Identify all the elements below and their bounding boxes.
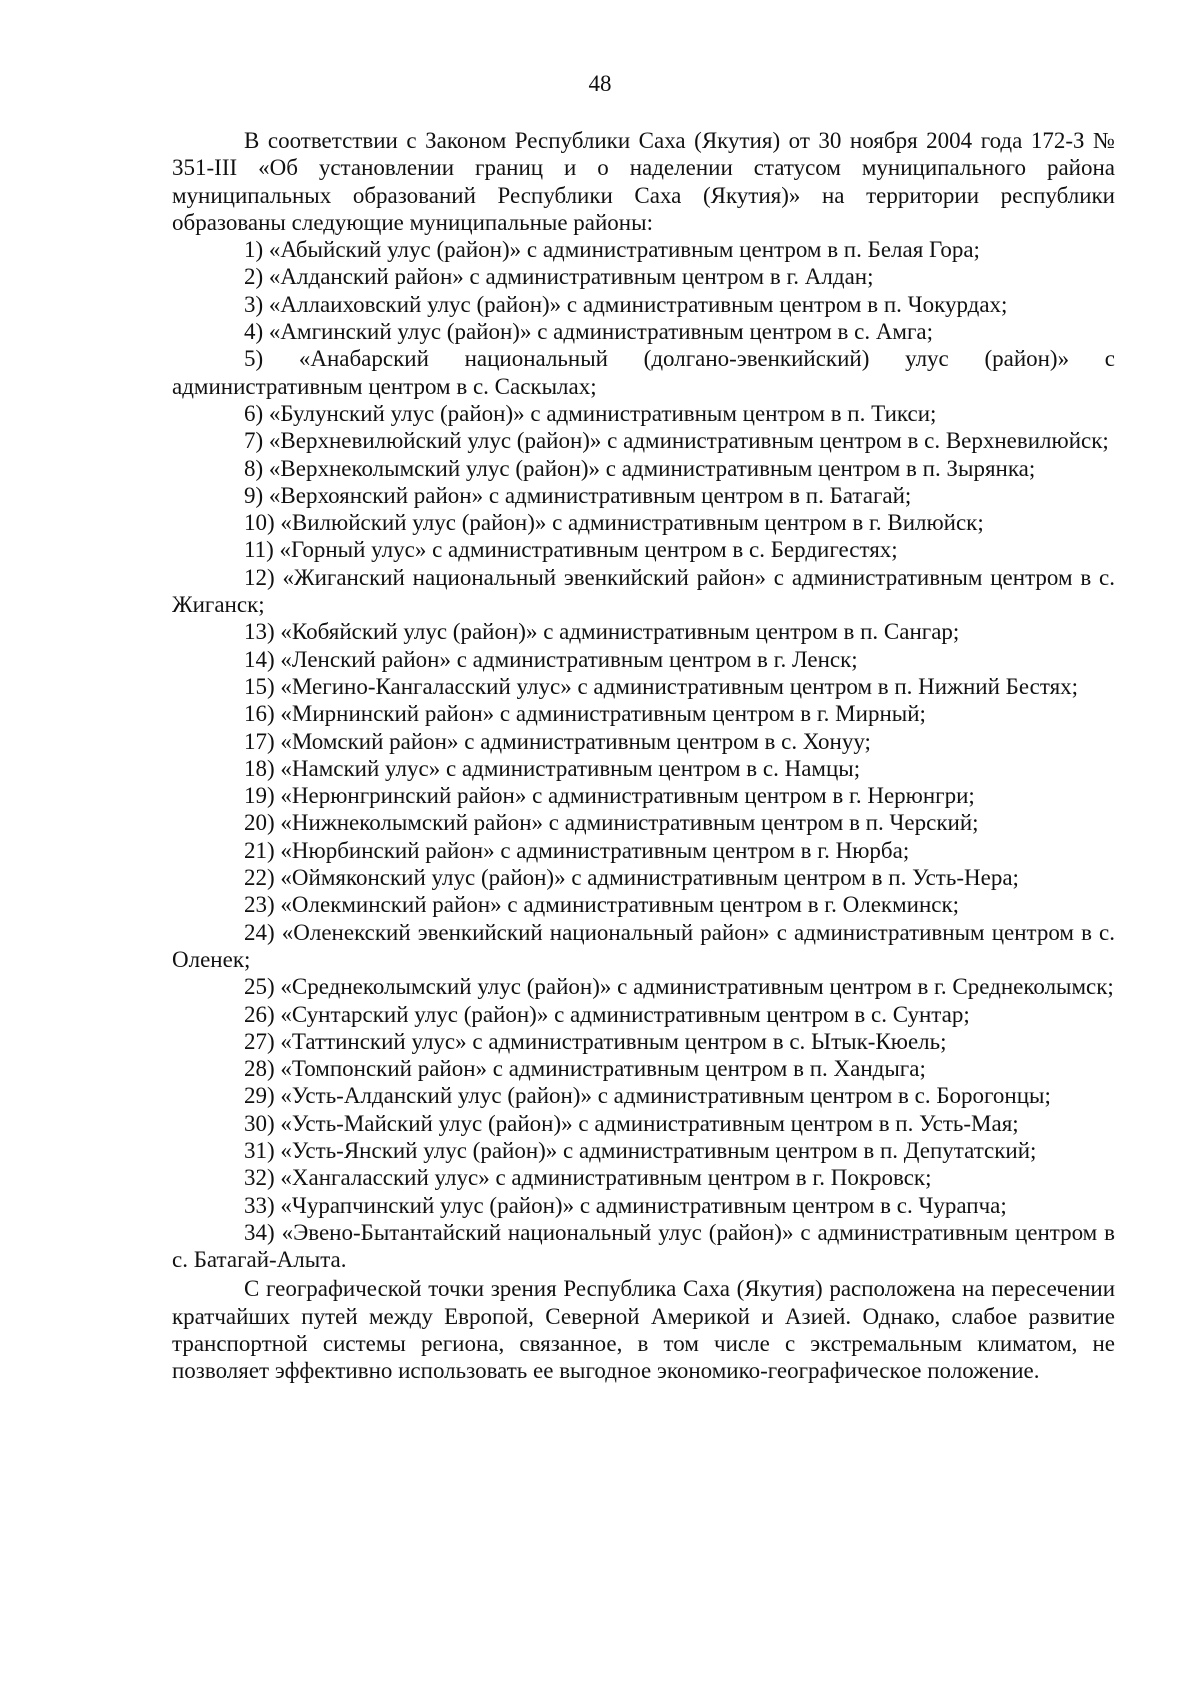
district-item: 21) «Нюрбинский район» с административным центром в г. Нюрба; bbox=[244, 837, 910, 863]
district-item: 7) «Верхневилюйский улус (район)» с административным центром в с. Верхневилюйск; bbox=[244, 428, 1109, 454]
district-item: 15) «Мегино-Кангаласский улус» с административным центром в п. Нижний Бестях; bbox=[244, 673, 1079, 699]
district-item: 29) «Усть-Алданский улус (район)» с административным центром в с. Борогонцы; bbox=[244, 1083, 1051, 1109]
district-item: 1) «Абыйский улус (район)» с административным центром в п. Белая Гора; bbox=[244, 237, 980, 263]
district-item: 20) «Нижнеколымский район» с административным центром в п. Черский; bbox=[244, 810, 979, 836]
district-item: 12) «Жиганский национальный эвенкийский район» с административным центром в с. Жиганск; bbox=[172, 564, 1115, 618]
district-item: 6) «Булунский улус (район)» с административным центром в п. Тикси; bbox=[244, 400, 937, 426]
district-item: 2) «Алданский район» с административным центром в г. Алдан; bbox=[244, 264, 874, 290]
district-item: 10) «Вилюйский улус (район)» с административным центром в г. Вилюйск; bbox=[244, 510, 984, 536]
district-item: 25) «Среднеколымский улус (район)» с административным центром в г. Среднеколымск; bbox=[244, 974, 1114, 1000]
district-item: 4) «Амгинский улус (район)» с административным центром в с. Амга; bbox=[244, 319, 934, 345]
district-item: 18) «Намский улус» с административным центром в с. Намцы; bbox=[244, 755, 861, 781]
intro-paragraph: В соответствии с Законом Республики Саха (Якутия) от 30 ноября 2004 года 172-З № 351-III «Об установлении границ и о наделении статусом муниципального района муниципальных образований Республики Саха (Якутия)» на территории республики образованы следующие муниципальные районы: bbox=[172, 128, 1115, 235]
page-number: 48 bbox=[588, 71, 612, 96]
district-item: 31) «Усть-Янский улус (район)» с административным центром в п. Депутатский; bbox=[244, 1137, 1037, 1163]
district-item: 26) «Сунтарский улус (район)» с административным центром в с. Сунтар; bbox=[244, 1001, 970, 1027]
district-item: 30) «Усть-Майский улус (район)» с административным центром в п. Усть-Мая; bbox=[244, 1110, 1019, 1136]
district-item: 28) «Томпонский район» с административным центром в п. Хандыга; bbox=[244, 1056, 926, 1082]
document-body bbox=[172, 127, 1115, 1385]
district-item: 19) «Нерюнгринский район» с административным центром в г. Нерюнгри; bbox=[244, 783, 975, 809]
district-list bbox=[172, 236, 1115, 1273]
district-item: 9) «Верхоянский район» с административным центром в п. Батагай; bbox=[244, 482, 912, 508]
district-item: 5) «Анабарский национальный (долгано-эвенкийский) улус (район)» с административным центром в с. Саскылах; bbox=[172, 346, 1115, 399]
district-item: 24) «Оленекский эвенкийский национальный район» с административным центром в с. Оленек; bbox=[172, 919, 1115, 972]
district-item: 13) «Кобяйский улус (район)» с административным центром в п. Сангар; bbox=[244, 619, 960, 645]
district-item: 33) «Чурапчинский улус (район)» с административным центром в с. Чурапча; bbox=[244, 1192, 1007, 1218]
district-item: 17) «Момский район» с административным центром в с. Хонуу; bbox=[244, 728, 871, 754]
district-item: 11) «Горный улус» с административным центром в с. Бердигестях; bbox=[244, 537, 898, 563]
district-item: 34) «Эвено-Бытантайский национальный улус (район)» с административным центром в с. Батагай-Алыта. bbox=[172, 1219, 1115, 1273]
conclusion-paragraph: С географической точки зрения Республика Саха (Якутия) расположена на пересечении кратчайших путей между Европой, Северной Америкой и Азией. Однако, слабое развитие транспортной системы региона, связанное, в том числе с экстремальным климатом, не позволяет эффективно использовать ее выгодное экономико-географическое положение. bbox=[172, 1276, 1115, 1384]
district-item: 23) «Олекминский район» с административным центром в г. Олекминск; bbox=[244, 892, 960, 918]
district-item: 32) «Хангаласский улус» с административным центром в г. Покровск; bbox=[244, 1165, 932, 1191]
district-item: 3) «Аллаиховский улус (район)» с административным центром в п. Чокурдах; bbox=[244, 291, 1008, 317]
district-item: 14) «Ленский район» с административным центром в г. Ленск; bbox=[244, 646, 858, 672]
district-item: 16) «Мирнинский район» с административным центром в г. Мирный; bbox=[244, 701, 926, 727]
district-item: 27) «Таттинский улус» с административным центром в с. Ытык-Кюель; bbox=[244, 1028, 947, 1054]
district-item: 22) «Оймяконский улус (район)» с административным центром в п. Усть-Нера; bbox=[244, 865, 1019, 891]
district-item: 8) «Верхнеколымский улус (район)» с административным центром в п. Зырянка; bbox=[244, 455, 1036, 481]
